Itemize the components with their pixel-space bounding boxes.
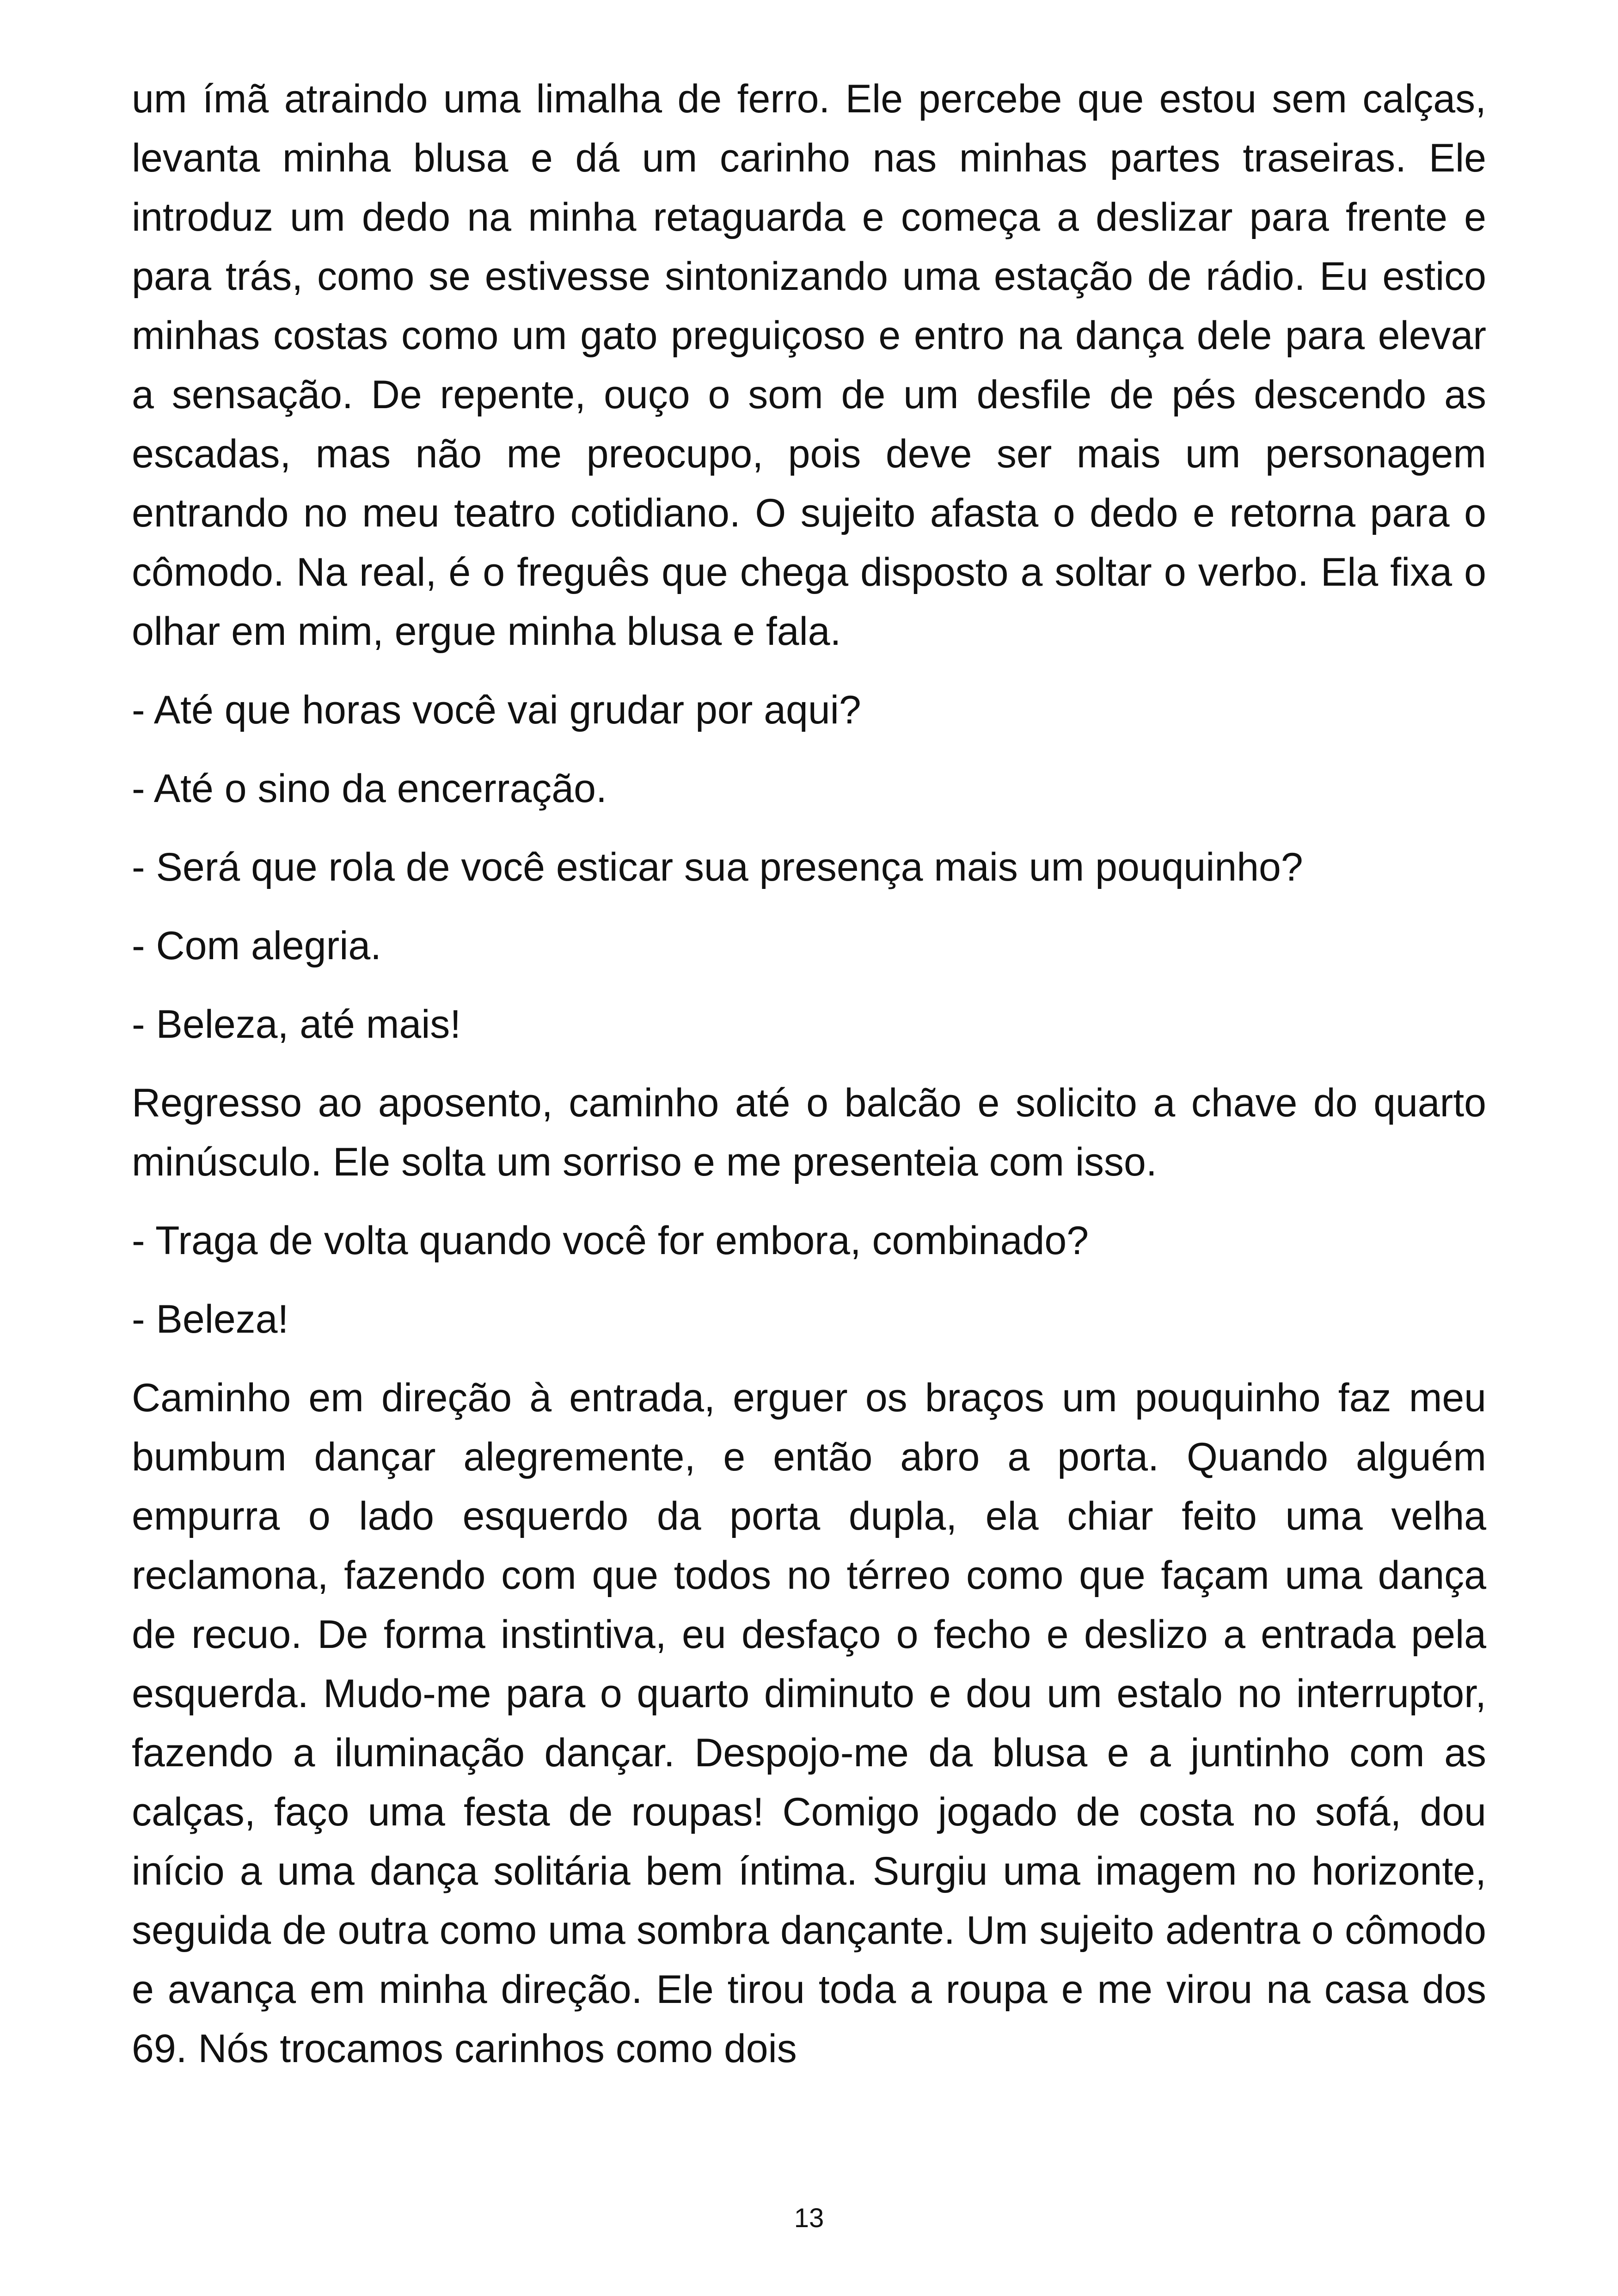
dialogue-line: - Até que horas você vai grudar por aqui? xyxy=(132,688,861,732)
dialogue-line: - Com alegria. xyxy=(132,924,382,968)
narrative-paragraph: Regresso ao aposento, caminho até o balcão e solicito a chave do quarto minúsculo. Ele solta um sorriso e me presenteia com isso. xyxy=(132,1081,1486,1184)
body-text xyxy=(132,69,1486,2098)
narrative-paragraph: Caminho em direção à entrada, erguer os braços um pouquinho faz meu bumbum dançar alegremente, e então abro a porta. Quando alguém empurra o lado esquerdo da porta dupla, ela chiar feito uma velha reclamona, fazendo com que todos no térreo como que façam uma dança de recuo. De forma instintiva, eu desfaço o fecho e deslizo a entrada pela esquerda. Mudo-me para o quarto diminuto e dou um estalo no interruptor, fazendo a iluminação dançar. Despojo-me da blusa e a juntinho com as calças, faço uma festa de roupas! Comigo jogado de costa no sofá, dou início a uma dança solitária bem íntima. Surgiu uma imagem no horizonte, seguida de outra como uma sombra dançante. Um sujeito adentra o cômodo e avança em minha direção. Ele tirou toda a roupa e me virou na casa dos 69. Nós trocamos carinhos como dois xyxy=(132,1376,1486,2071)
page-number: 13 xyxy=(794,2203,824,2233)
dialogue-line: - Até o sino da encerração. xyxy=(132,766,607,811)
narrative-paragraph: um ímã atraindo uma limalha de ferro. Ele percebe que estou sem calças, levanta minha blusa e dá um carinho nas minhas partes traseiras. Ele introduz um dedo na minha retaguarda e começa a deslizar para frente e para trás, como se estivesse sintonizando uma estação de rádio. Eu estico minhas costas como um gato preguiçoso e entro na dança dele para elevar a sensação. De repente, ouço o som de um desfile de pés descendo as escadas, mas não me preocupo, pois deve ser mais um personagem entrando no meu teatro cotidiano. O sujeito afasta o dedo e retorna para o cômodo. Na real, é o freguês que chega disposto a soltar o verbo. Ela fixa o olhar em mim, ergue minha blusa e fala. xyxy=(132,77,1486,654)
dialogue-line: - Beleza, até mais! xyxy=(132,1002,461,1047)
dialogue-line: - Traga de volta quando você for embora, combinado? xyxy=(132,1218,1089,1263)
dialogue-line: - Beleza! xyxy=(132,1297,289,1341)
dialogue-line: - Será que rola de você esticar sua presença mais um pouquinho? xyxy=(132,845,1303,889)
